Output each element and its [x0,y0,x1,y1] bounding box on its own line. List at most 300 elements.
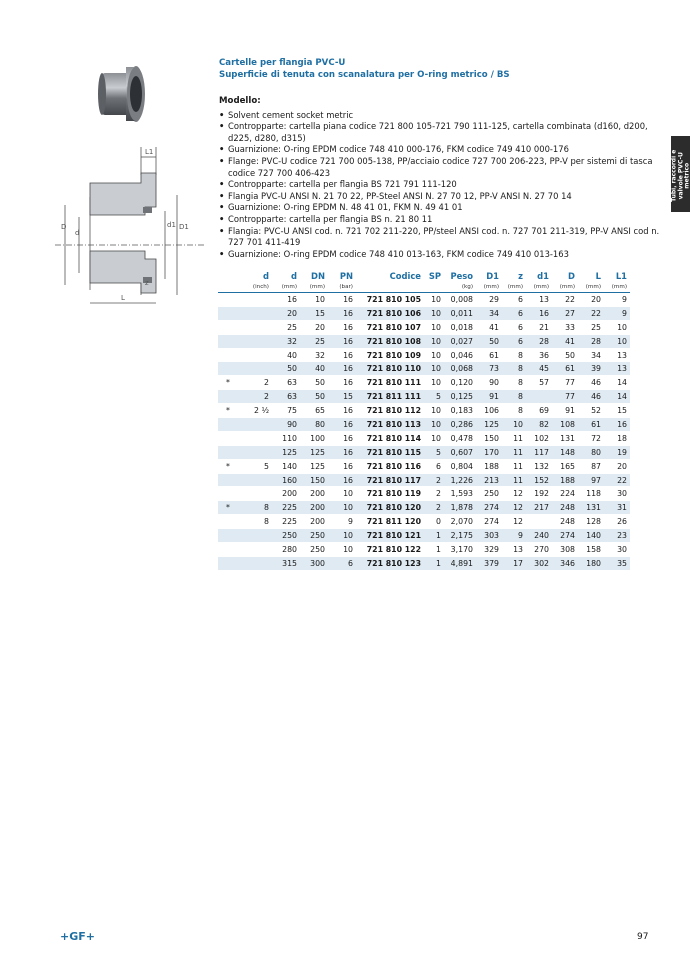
dim-d-label: d [75,229,80,237]
dim-L1-label: L1 [145,148,154,156]
model-heading: Modello: [219,96,261,106]
table-cell-d1: 117 [526,445,552,459]
table-row [218,501,630,515]
table-cell-mark [218,556,238,570]
table-cell-peso: 0,011 [444,306,476,320]
table-cell-pn: 16 [328,306,356,320]
table-cell-l: 140 [578,529,604,543]
table-cell-d: 225 [272,501,300,515]
table-cell-z: 12 [502,501,526,515]
table-cell-d1: 29 [489,294,499,304]
table-row [218,556,630,570]
table-cell-dn: 10 [315,294,325,304]
table-body [218,293,630,571]
table-cell-d1: 217 [526,501,552,515]
unit-cell: (mm) [526,282,552,293]
table-cell-d: 50 [272,362,300,376]
table-cell-pn: 6 [328,556,356,570]
table-cell-code: 721 810 106 [356,306,424,320]
table-cell-d: 27 [552,306,578,320]
table-cell-code: 721 810 122 [366,544,421,554]
table-row [218,459,630,473]
table-cell-peso: 1,878 [444,501,476,515]
table-cell-pn: 10 [343,489,353,499]
table-cell-z: 13 [513,544,523,554]
table-cell-dn: 250 [310,544,325,554]
unit-cell: (mm) [300,282,328,293]
col-pn: PN [339,271,353,281]
table-cell-pn: 16 [328,473,356,487]
table-cell-l: 25 [591,322,601,332]
table-cell-code: 721 811 111 [356,390,424,404]
table-cell-d: 188 [552,473,578,487]
unit-cell: (mm) [604,282,630,293]
table-cell-d: 63 [287,378,297,388]
table-cell-mark [218,348,238,362]
table-cell-code: 721 810 121 [356,529,424,543]
unit-cell [424,282,444,293]
table-cell-l1: 18 [617,433,627,443]
table-cell-pn: 16 [328,445,356,459]
table-cell-pn: 10 [343,544,353,554]
table-cell-l: 87 [591,461,601,471]
table-cell-d1: 150 [484,433,499,443]
table-cell-peso: 0,018 [450,322,473,332]
table-cell-l1: 9 [622,294,627,304]
table-cell-d1: 36 [539,350,549,360]
table-cell-d1: 125 [476,418,502,432]
table-cell-peso: 0,183 [450,406,473,416]
table-cell-dn: 125 [310,461,325,471]
table-cell-peso: 0,125 [444,390,476,404]
table-cell-peso: 0,478 [450,433,473,443]
table-cell-mark [218,418,238,432]
table-cell-l: 97 [578,473,604,487]
table-cell-d1: 50 [476,334,502,348]
table-cell-d: 33 [565,322,575,332]
table-cell-sp: 2 [424,501,444,515]
table-cell-d: 41 [552,334,578,348]
table-cell-code: 721 810 115 [356,445,424,459]
table-cell-d1: 188 [484,461,499,471]
table-cell-pn: 16 [343,322,353,332]
table-cell-d1: 132 [534,461,549,471]
unit-cell: (inch) [238,282,272,293]
table-cell-d: 91 [565,406,575,416]
table-cell-d1: 82 [526,418,552,432]
section-title [219,57,510,81]
title-line-2: Superficie di tenuta con scanalatura per O-ring metrico / BS [219,70,510,80]
table-cell-d1: 21 [539,322,549,332]
table-cell-code: 721 810 112 [366,406,421,416]
table-cell-d1: 91 [476,390,502,404]
table-cell-mark [218,487,238,501]
list-item: • Contropparte: cartella per flangia BS n. 21 80 11 [219,214,671,226]
table-cell-dn: 25 [300,334,328,348]
table-cell-l1: 23 [604,529,630,543]
table-cell-inch [238,529,272,543]
table-cell-d: 22 [565,294,575,304]
list-item: • Guarnizione: O-ring EPDM codice 748 410 013-163, FKM codice 749 410 013-163 [219,249,671,261]
table-cell-dn: 80 [300,418,328,432]
table-cell-z: 11 [502,445,526,459]
table-cell-d1: 192 [534,489,549,499]
dim-L-label: L [121,294,125,302]
table-cell-l1: 26 [617,517,627,527]
table-cell-l: 28 [578,334,604,348]
table-cell-pn: 16 [343,378,353,388]
dim-z-label: z [145,279,149,287]
table-cell-d1: 250 [484,489,499,499]
col-mark [218,270,238,282]
table-cell-d: 77 [552,390,578,404]
table-cell-peso: 0,120 [450,378,473,388]
table-cell-mark [218,445,238,459]
table-cell-d: 224 [560,489,575,499]
table-cell-d: 148 [552,445,578,459]
table-cell-d: 75 [287,406,297,416]
table-cell-d1: 90 [489,378,499,388]
table-cell-z: 8 [518,378,523,388]
table-cell-pn: 16 [328,362,356,376]
table-cell-dn: 32 [315,350,325,360]
table-cell-z: 8 [518,350,523,360]
list-item: • Contropparte: cartella per flangia BS 721 791 111-120 [219,179,671,191]
table-row [218,390,630,404]
table-row [218,418,630,432]
col-L: L [595,271,601,281]
table-cell-sp: 10 [431,350,441,360]
unit-cell: (mm) [578,282,604,293]
table-cell-sp: 10 [431,322,441,332]
table-row [218,487,630,501]
dim-D-label: D [61,223,67,231]
chapter-tab [671,136,690,212]
table-cell-inch [238,556,272,570]
table-cell-d: 200 [282,489,297,499]
table-cell-l: 46 [578,390,604,404]
table-cell-dn: 20 [315,322,325,332]
table-cell-l1: 16 [604,418,630,432]
table-cell-peso: 1,226 [444,473,476,487]
table-cell-dn: 200 [310,517,325,527]
table-cell-d1: 302 [526,556,552,570]
table-cell-l1: 31 [604,501,630,515]
table-cell-sp: 1 [436,544,441,554]
table-cell-mark [218,390,238,404]
table-cell-l1: 10 [604,334,630,348]
table-cell-l1: 30 [617,489,627,499]
table-cell-pn: 16 [343,406,353,416]
chapter-tab-line-3: metrico [683,162,690,189]
col-d-inch: d [263,271,269,281]
table-cell-l1: 9 [604,306,630,320]
list-item: • Flangia: PVC-U ANSI cod. n. 721 702 211-220, PP/steel ANSI cod. n. 727 701 211-319, PP-V ANSI cod n. 727 701 411-419 [219,226,671,249]
table-cell-d: 20 [272,306,300,320]
table-cell-d: 248 [552,501,578,515]
unit-cell: (kg) [444,282,476,293]
table-cell-dn: 65 [315,406,325,416]
table-cell-code: 721 810 110 [356,362,424,376]
table-row [218,543,630,557]
table-cell-peso: 0,286 [444,418,476,432]
table-cell-peso: 0,804 [450,461,473,471]
table-cell-code: 721 810 116 [366,461,421,471]
col-L1: L1 [615,271,627,281]
table-cell-l: 158 [586,544,601,554]
unit-cell: (mm) [502,282,526,293]
col-z: z [518,271,523,281]
table-cell-sp: 10 [431,406,441,416]
table-cell-pn: 16 [343,433,353,443]
col-peso: Peso [450,271,473,281]
table-cell-l1: 14 [617,378,627,388]
table-cell-sp: 1 [424,556,444,570]
table-row [218,404,630,418]
table-row [218,320,630,334]
table-cell-dn: 50 [315,378,325,388]
dimensions-table [218,270,630,571]
table-cell-peso: 0,068 [444,362,476,376]
table-cell-peso: 0,607 [444,445,476,459]
table-cell-l1: 22 [604,473,630,487]
unit-cell [356,282,424,293]
table-cell-d: 108 [552,418,578,432]
table-cell-pn: 10 [328,501,356,515]
table-cell-d1: 170 [476,445,502,459]
table-cell-l: 52 [591,406,601,416]
table-cell-d1: 240 [526,529,552,543]
col-D1: D1 [486,271,499,281]
table-cell-l: 131 [578,501,604,515]
table-row [218,431,630,445]
table-cell-z: 17 [502,556,526,570]
table-cell-d1: 379 [476,556,502,570]
table-cell-mark [218,320,238,334]
list-item: • Guarnizione: O-ring EPDM N. 48 41 01, FKM N. 49 41 01 [219,202,671,214]
table-cell-d1 [526,390,552,404]
table-cell-d1: 274 [484,517,499,527]
table-cell-l: 118 [586,489,601,499]
table-cell-mark: * [226,378,230,388]
col-sp: SP [428,271,441,281]
table-cell-inch [238,293,272,307]
table-row [218,293,630,307]
table-cell-d: 274 [552,529,578,543]
table-cell-inch [238,348,272,362]
model-bullet-list [219,110,671,261]
table-cell-dn: 250 [300,529,328,543]
model-description [219,96,671,260]
table-cell-mark: * [218,501,238,515]
table-cell-dn: 200 [310,489,325,499]
table-row [218,515,630,529]
table-cell-d: 77 [565,378,575,388]
table-cell-mark [218,515,238,529]
table-cell-sp: 10 [424,362,444,376]
table-cell-d1: 213 [476,473,502,487]
table-cell-sp: 5 [424,390,444,404]
table-cell-peso: 0,027 [444,334,476,348]
table-cell-code: 721 810 113 [356,418,424,432]
table-cell-peso: 2,070 [450,517,473,527]
table-cell-inch [238,543,272,557]
table-cell-l1: 15 [617,406,627,416]
table-cell-d1 [526,515,552,529]
table-cell-code: 721 810 119 [366,489,421,499]
table-cell-d1: 61 [489,350,499,360]
table-cell-d: 63 [272,390,300,404]
table-cell-mark [218,362,238,376]
table-cell-d: 16 [287,294,297,304]
table-cell-d: 40 [287,350,297,360]
table-cell-d: 346 [552,556,578,570]
gf-logo: +GF+ [60,930,95,943]
col-dn: DN [311,271,325,281]
table-units-row [218,282,630,293]
table-cell-z: 10 [502,418,526,432]
table-cell-dn: 40 [300,362,328,376]
table-cell-sp: 10 [431,294,441,304]
table-cell-l1: 19 [604,445,630,459]
table-cell-peso: 3,170 [450,544,473,554]
col-D: D [568,271,575,281]
table-cell-d: 225 [282,517,297,527]
table-cell-sp: 10 [424,418,444,432]
table-row [218,529,630,543]
table-cell-d: 140 [282,461,297,471]
table-cell-pn: 16 [343,294,353,304]
table-cell-peso: 1,593 [450,489,473,499]
table-row [218,348,630,362]
table-cell-l: 180 [578,556,604,570]
table-cell-z: 8 [502,390,526,404]
table-cell-sp: 10 [424,334,444,348]
table-cell-dn: 15 [300,306,328,320]
table-cell-l1: 35 [604,556,630,570]
title-line-1: Cartelle per flangia PVC-U [219,58,346,68]
table-cell-inch [238,487,272,501]
table-cell-mark [218,431,238,445]
table-cell-inch: 8 [238,501,272,515]
table-cell-l: 80 [578,445,604,459]
table-cell-code: 721 810 107 [366,322,421,332]
table-cell-l: 72 [591,433,601,443]
table-cell-pn: 10 [328,529,356,543]
table-cell-inch: 8 [264,517,269,527]
unit-cell [218,282,238,293]
table-cell-z: 12 [513,489,523,499]
table-cell-dn: 50 [300,390,328,404]
table-cell-sp: 2 [424,473,444,487]
table-cell-d: 32 [272,334,300,348]
table-cell-l1: 13 [617,350,627,360]
table-cell-d1: 270 [534,544,549,554]
table-cell-pn: 9 [348,517,353,527]
table-cell-d1: 13 [539,294,549,304]
product-photo [96,64,176,122]
table-cell-d: 280 [282,544,297,554]
table-cell-z: 6 [518,294,523,304]
table-cell-l1: 10 [617,322,627,332]
table-cell-mark: * [226,461,230,471]
table-cell-code: 721 810 117 [356,473,424,487]
table-cell-peso: 0,008 [450,294,473,304]
table-header-row [218,270,630,282]
chapter-tab-line-2: valvole PVC-U [676,152,684,200]
table-cell-inch: 2 [264,378,269,388]
table-cell-sp: 10 [424,306,444,320]
table-cell-sp: 6 [436,461,441,471]
list-item: • Solvent cement socket metric [219,110,671,122]
table-cell-mark: * [226,406,230,416]
col-d-mm: d [291,271,297,281]
table-cell-inch: 5 [264,461,269,471]
table-cell-sp: 10 [431,433,441,443]
table-cell-sp: 10 [431,378,441,388]
table-cell-d: 248 [560,517,575,527]
table-cell-l1: 13 [604,362,630,376]
table-cell-inch [238,418,272,432]
col-d1: d1 [537,271,549,281]
table-cell-mark [218,473,238,487]
table-cell-z: 11 [513,461,523,471]
table-cell-pn: 16 [328,418,356,432]
table-cell-dn: 200 [300,501,328,515]
table-cell-inch: 2 [238,390,272,404]
table-cell-z: 11 [513,433,523,443]
list-item: • Flangia PVC-U ANSI N. 21 70 22, PP-Steel ANSI N. 27 70 12, PP-V ANSI N. 27 70 14 [219,191,671,203]
table-cell-d1: 69 [539,406,549,416]
table-cell-code: 721 810 120 [356,501,424,515]
table-cell-z: 6 [502,306,526,320]
table-cell-l: 22 [578,306,604,320]
table-cell-sp: 1 [424,529,444,543]
table-cell-peso: 4,891 [444,556,476,570]
table-cell-d: 131 [560,433,575,443]
dim-D1-label: D1 [179,223,189,231]
table-cell-d1: 28 [526,334,552,348]
table-cell-dn: 100 [310,433,325,443]
table-cell-z: 11 [502,473,526,487]
table-cell-l: 39 [578,362,604,376]
table-cell-code: 721 810 111 [366,378,421,388]
table-row [218,473,630,487]
unit-cell: (mm) [552,282,578,293]
table-cell-d: 110 [282,433,297,443]
table-cell-code: 721 810 108 [356,334,424,348]
col-codice: Codice [389,271,421,281]
table-cell-l: 61 [578,418,604,432]
table-cell-mark [218,334,238,348]
table-cell-z: 12 [513,517,523,527]
table-cell-l: 46 [591,378,601,388]
table-cell-code: 721 810 123 [356,556,424,570]
table-cell-l: 128 [586,517,601,527]
dim-d1-label: d1 [167,221,176,229]
table-cell-dn: 300 [300,556,328,570]
table-cell-l: 34 [591,350,601,360]
table-cell-l1: 14 [604,390,630,404]
table-cell-d: 90 [272,418,300,432]
chapter-tab-line-1: Tubi, raccordi e [670,149,678,202]
table-cell-inch [238,473,272,487]
table-cell-l1: 30 [617,544,627,554]
table-cell-code: 721 810 114 [366,433,421,443]
table-cell-d1: 73 [476,362,502,376]
table-cell-d: 61 [552,362,578,376]
table-cell-peso: 0,046 [450,350,473,360]
